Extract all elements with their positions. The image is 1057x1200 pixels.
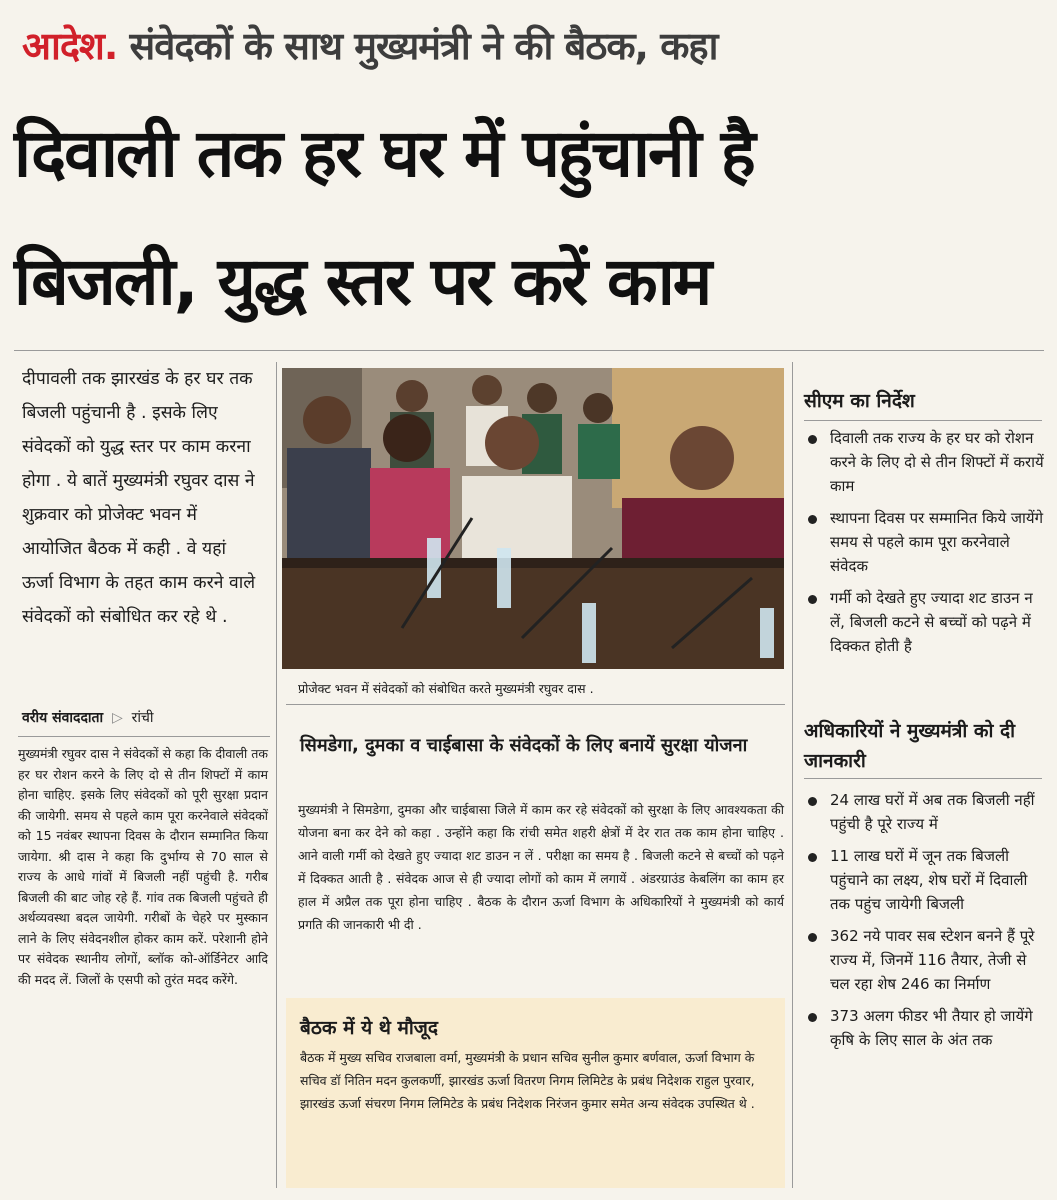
cm-directives-title: सीएम का निर्देश [804, 390, 915, 412]
byline [22, 708, 262, 727]
list-item: 11 लाख घरों में जून तक बिजली पहुंचाने का लक्ष्य, शेष घरों में दिवाली तक पहुंच जायेगी बिजली [806, 844, 1046, 916]
bullet-icon [808, 853, 817, 862]
column-divider-right [792, 362, 793, 1188]
cm-directives-list [806, 426, 1046, 666]
list-item: 24 लाख घरों में अब तक बिजली नहीं पहुंची है पूरे राज्य में [806, 788, 1046, 836]
bullet-icon [808, 515, 817, 524]
officials-info-list [806, 788, 1046, 1060]
column-divider-left [276, 362, 277, 1188]
byline-author: वरीय संवाददाता [22, 710, 104, 726]
bullet-icon [808, 797, 817, 806]
bullet-icon [808, 595, 817, 604]
byline-city: रांची [131, 710, 154, 726]
headline-line-1: दिवाली तक हर घर में पहुंचानी है [14, 115, 754, 192]
byline-separator: ▷ [111, 710, 123, 726]
headline [14, 90, 1044, 346]
meeting-photo [282, 368, 784, 669]
headline-divider [14, 350, 1044, 351]
bullet-icon [808, 1013, 817, 1022]
officials-info-divider [804, 778, 1042, 779]
list-item: स्थापना दिवस पर सम्मानित किये जायेंगे समय से पहले काम पूरा करनेवाले संवेदक [806, 506, 1046, 578]
byline-divider [18, 736, 270, 737]
attendees-body: बैठक में मुख्य सचिव राजबाला वर्मा, मुख्यमंत्री के प्रधान सचिव सुनील कुमार बर्णवाल, ऊर्जा विभाग के सचिव डॉ नितिन मदन कुलकर्णी, झारखंड ऊर्जा वितरण निगम लिमिटेड के प्रबंध निदेशक राहुल पुरवार, झारखंड ऊर्जा संचरण निगम लिमिटेड के प्रबंध निदेशक निरंजन कुमार समेत अन्य संवेदक उपस्थित थे . [300, 1050, 755, 1111]
photo-caption: प्रोजेक्ट भवन में संवेदकों को संबोधित करते मुख्यमंत्री रघुवर दास . [298, 681, 594, 696]
kicker-text: संवेदकों के साथ मुख्यमंत्री ने की बैठक, कहा [129, 24, 718, 68]
list-item: 362 नये पावर सब स्टेशन बनने हैं पूरे राज्य में, जिनमें 116 तैयार, तेजी से चल रहा शेष 246 का निर्माण [806, 924, 1046, 996]
list-item: गर्मी को देखते हुए ज्यादा शट डाउन न लें, बिजली कटने से बच्चों को पढ़ने में दिक्कत होती है [806, 586, 1046, 658]
bullet-icon [808, 933, 817, 942]
attendees-title: बैठक में ये थे मौजूद [300, 1017, 438, 1039]
bullet-icon [808, 435, 817, 444]
officials-info-title: अधिकारियों ने मुख्यमंत्री को दी जानकारी [804, 720, 1016, 772]
list-item: 373 अलग फीडर भी तैयार हो जायेंगे कृषि के लिए साल के अंत तक [806, 1004, 1046, 1052]
list-item: दिवाली तक राज्य के हर घर को रोशन करने के लिए दो से तीन शिफ्टों में करायें काम [806, 426, 1046, 498]
intro-paragraph: दीपावली तक झारखंड के हर घर तक बिजली पहुंचानी है . इसके लिए संवेदकों को युद्ध स्तर पर काम करना होगा . ये बातें मुख्यमंत्री रघुवर दास ने शुक्रवार को प्रोजेक्ट भवन में आयोजित बैठक में कही . वे यहां ऊर्जा विभाग के तहत काम करने वाले संवेदकों को संबोधित कर रहे थे . [22, 369, 256, 627]
caption-divider [286, 704, 785, 705]
headline-line-2: बिजली, युद्ध स्तर पर करें काम [14, 243, 711, 320]
kicker-line [22, 16, 1037, 76]
middle-body-text: मुख्यमंत्री ने सिमडेगा, दुमका और चाईबासा जिले में काम कर रहे संवेदकों को सुरक्षा के लिए आवश्यकता की योजना बना कर देने को कहा . उन्होंने कहा कि रांची समेत शहरी क्षेत्रों में देर रात तक काम होना चाहिए . आने वाली गर्मी को देखते हुए ज्यादा शट डाउन न लें . परीक्षा का समय है . बिजली कटने से बच्चों को पढ़ने में दिक्कत आती है . संवेदक आज से ही ज्यादा लोगों को काम में लगायें . अंडरग्राउंड केबलिंग का काम हर हाल में अप्रैल तक पूरा होना चाहिए . बैठक के दौरान ऊर्जा विभाग के अधिकारियों ने मुख्यमंत्री को कार्य प्रगति की जानकारी भी दी . [298, 802, 784, 932]
kicker-label: आदेश. [22, 24, 118, 68]
middle-subhead: सिमडेगा, दुमका व चाईबासा के संवेदकों के लिए बनायें सुरक्षा योजना [300, 735, 748, 756]
cm-directives-divider [804, 420, 1042, 421]
left-body-text: मुख्यमंत्री रघुवर दास ने संवेदकों से कहा कि दीवाली तक हर घर रोशन करने के लिए दो से तीन शिफ्टों में काम होना चाहिए. इसके लिए संवेदकों को पूरी सुरक्षा प्रदान की जायेगी. समय से पहले काम पूरा करनेवाले संवेदकों को 15 नवंबर स्थापना दिवस के दौरान सम्मानित किया जायेगा. श्री दास ने कहा कि दुर्भाग्य से 70 साल से राज्य के आधे गांवों में बिजली नहीं पहुंची है. गरीब बिजली की बाट जोह रहे हैं. गांव तक बिजली पहुंचते ही अर्थव्यवस्था बदल जायेगी. गरीबों के चेहरे पर मुस्कान लाने के लिए संवेदनशील होकर काम करें. परेशानी होने पर संवेदक स्थानीय लोगों, ब्लॉक को-ऑर्डिनेटर आदि की मदद लें. जिलों के एसपी को तुरंत मदद करेंगे. [18, 746, 268, 987]
